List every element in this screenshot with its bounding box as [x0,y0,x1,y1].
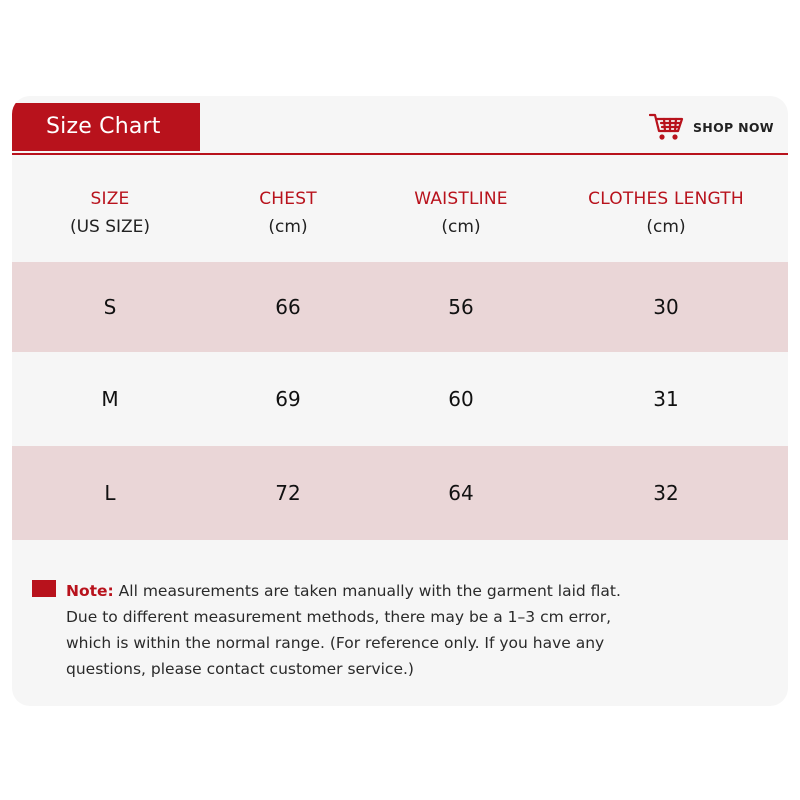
shop-now-label: SHOP NOW [693,119,774,135]
size-chart-title: Size Chart [12,103,200,151]
column-header-size-label: SIZE [90,189,130,209]
clothes-length-cell: 32 [653,481,679,505]
note-line-4: questions, please contact customer service.) [66,660,414,678]
header-divider [12,153,788,155]
size-chart-card [12,96,788,706]
column-header-clothes-length-label: CLOTHES LENGTH [588,189,744,209]
size-cell: L [104,481,116,505]
note-line-3: which is within the normal range. (For reference only. If you have any [66,634,605,652]
clothes-length-cell: 30 [653,295,679,319]
column-header-chest-label: CHEST [259,189,317,209]
column-header-waistline-label: WAISTLINE [414,189,508,209]
size-chart-header [12,96,788,152]
column-header-waistline [414,186,507,242]
table-row-m [12,352,788,446]
column-header-clothes-length-unit: (cm) [646,217,686,237]
waistline-cell: 64 [448,481,474,505]
size-cell: S [103,295,117,319]
note-label: Note: [66,582,114,600]
waistline-cell: 56 [448,295,474,319]
note-line-2: Due to different measurement methods, there may be a 1–3 cm error, [66,608,612,626]
table-row-l [12,446,788,540]
column-header-chest-unit: (cm) [268,217,308,237]
measurement-note [66,578,666,682]
note-marker [32,580,56,597]
waistline-cell: 60 [448,387,474,411]
shopping-cart-icon [649,112,685,142]
column-header-size-unit: (US SIZE) [69,217,151,237]
size-cell: M [101,387,119,411]
chest-cell: 72 [275,481,301,505]
column-header-waistline-unit: (cm) [441,217,481,237]
note-line-1 [66,578,666,604]
note-line-1-text: All measurements are taken manually with the garment laid flat. [113,582,621,600]
chest-cell: 66 [275,295,301,319]
shop-now-link[interactable] [649,114,774,140]
column-header-clothes-length [588,186,744,242]
chest-cell: 69 [275,387,301,411]
column-header-chest [259,186,317,242]
table-row-s [12,262,788,352]
clothes-length-cell: 31 [653,387,679,411]
column-header-size [70,186,150,242]
